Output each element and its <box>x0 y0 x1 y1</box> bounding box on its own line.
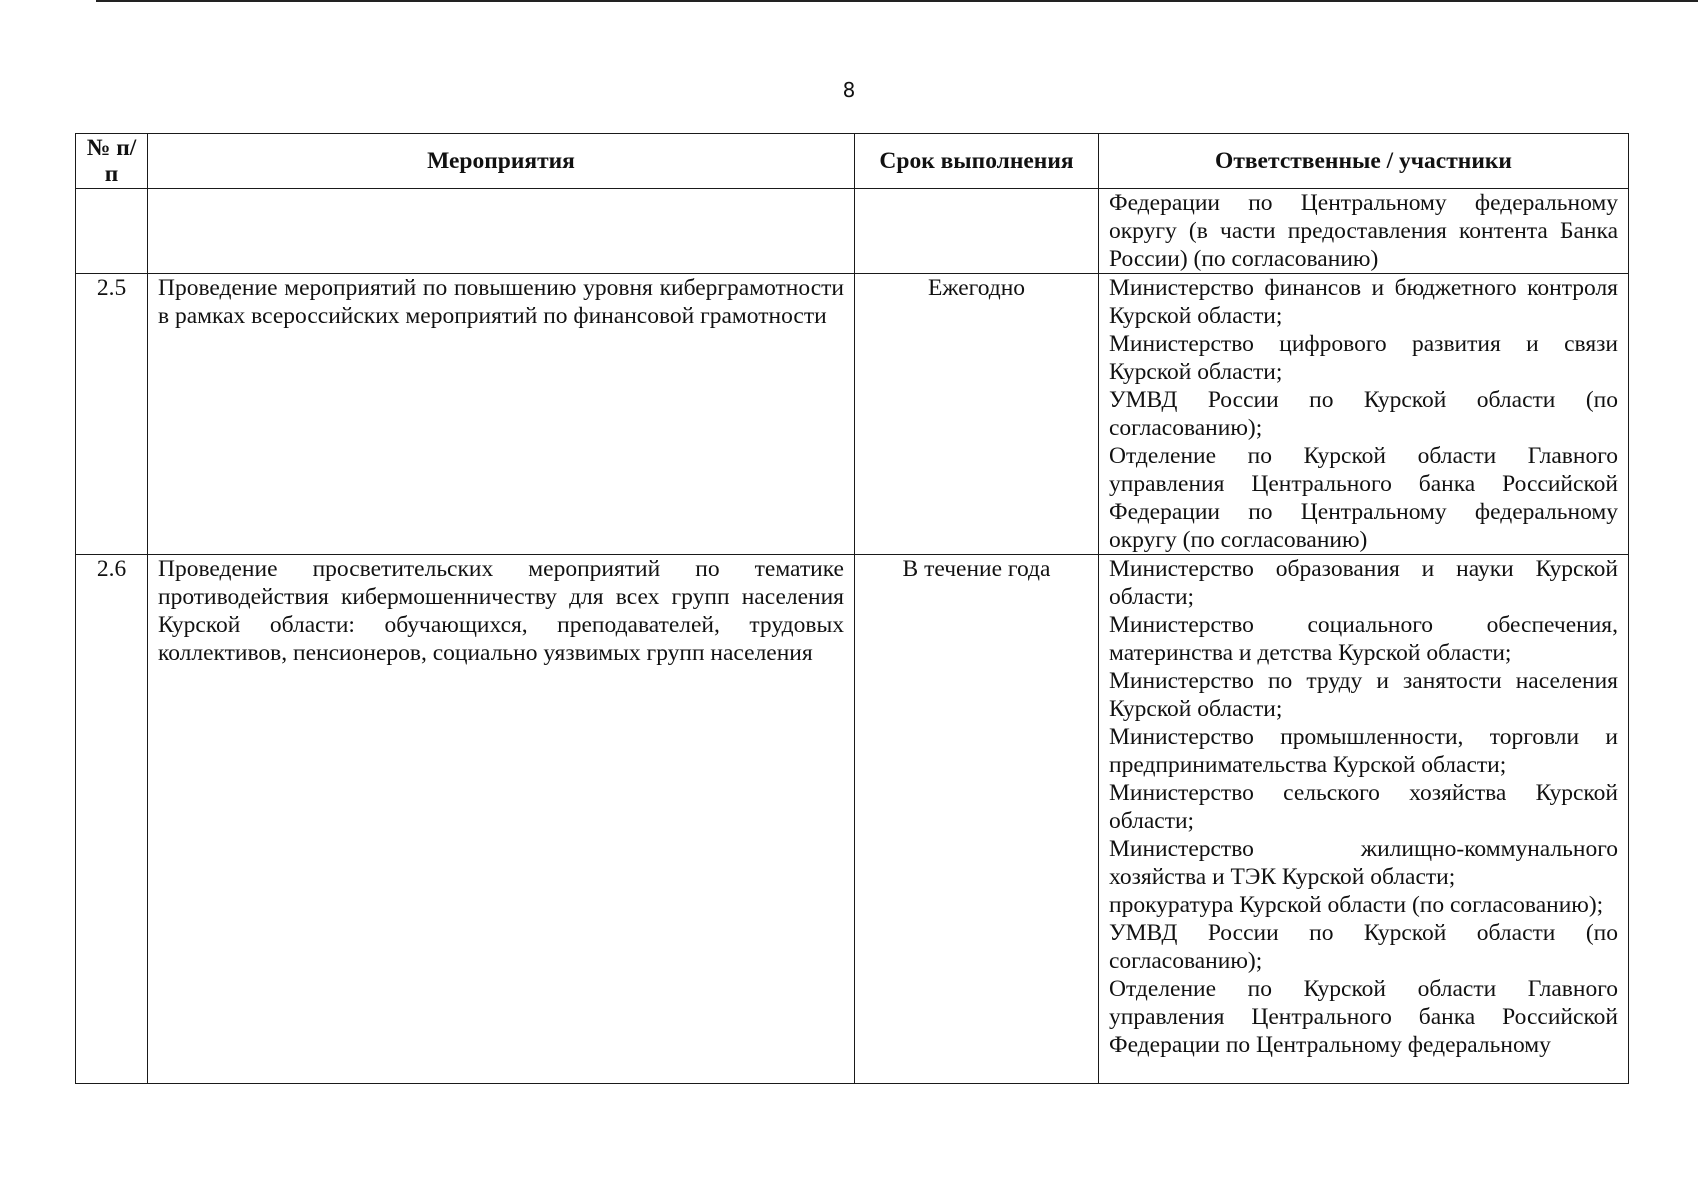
responsible-item: УМВД России по Курской области (по согласованию); <box>1109 387 1618 441</box>
table-row <box>76 274 1629 555</box>
table-row <box>76 555 1629 1084</box>
responsible-item: Министерство жилищно-коммунального хозяйства и ТЭК Курской области; <box>1109 836 1618 890</box>
row-activity: Проведение мероприятий по повышению уровня киберграмотности в рамках всероссийских мероприятий по финансовой грамотности <box>148 274 855 555</box>
header-term: Срок выполнения <box>855 134 1099 189</box>
responsible-item: Министерство сельского хозяйства Курской области; <box>1109 780 1618 834</box>
table-header-row <box>76 134 1629 189</box>
row-responsible <box>1099 274 1629 555</box>
responsible-item: Министерство по труду и занятости населения Курской области; <box>1109 668 1618 722</box>
row-responsible <box>1099 189 1629 274</box>
responsible-item: Отделение по Курской области Главного управления Центрального банка Российской Федерации по Центральному федеральному округу (по согласованию) <box>1109 443 1618 553</box>
row-term: Ежегодно <box>855 274 1099 555</box>
row-num: 2.5 <box>76 274 148 555</box>
header-num: № п/п <box>76 134 148 189</box>
responsible-item: прокуратура Курской области (по согласованию); <box>1109 892 1604 918</box>
row-term <box>855 189 1099 274</box>
row-activity <box>148 189 855 274</box>
row-activity: Проведение просветительских мероприятий по тематике противодействия кибермошенничеству для всех групп населения Курской области: обучающихся, преподавателей, трудовых коллективов, пенсионеров, социально уязвимых групп населения <box>148 555 855 1084</box>
table-row <box>76 189 1629 274</box>
row-responsible <box>1099 555 1629 1084</box>
responsible-item: Министерство финансов и бюджетного контроля Курской области; <box>1109 275 1618 329</box>
top-rule <box>96 0 1698 2</box>
row-num <box>76 189 148 274</box>
responsible-item: Федерации по Центральному федеральному округу (в части предоставления контента Банка России) (по согласованию) <box>1109 190 1618 272</box>
responsible-item: Министерство образования и науки Курской области; <box>1109 556 1618 610</box>
row-term: В течение года <box>855 555 1099 1084</box>
header-activity: Мероприятия <box>148 134 855 189</box>
header-responsible: Ответственные / участники <box>1099 134 1629 189</box>
responsible-item: Министерство цифрового развития и связи Курской области; <box>1109 331 1618 385</box>
row-num: 2.6 <box>76 555 148 1084</box>
responsible-item: УМВД России по Курской области (по согласованию); <box>1109 920 1618 974</box>
responsible-item: Министерство социального обеспечения, материнства и детства Курской области; <box>1109 612 1618 666</box>
responsible-item: Министерство промышленности, торговли и предпринимательства Курской области; <box>1109 724 1618 778</box>
responsible-item: Отделение по Курской области Главного управления Центрального банка Российской Федерации по Центральному федеральному <box>1109 976 1618 1058</box>
page-number: 8 <box>842 78 856 102</box>
events-table <box>75 133 1629 1084</box>
